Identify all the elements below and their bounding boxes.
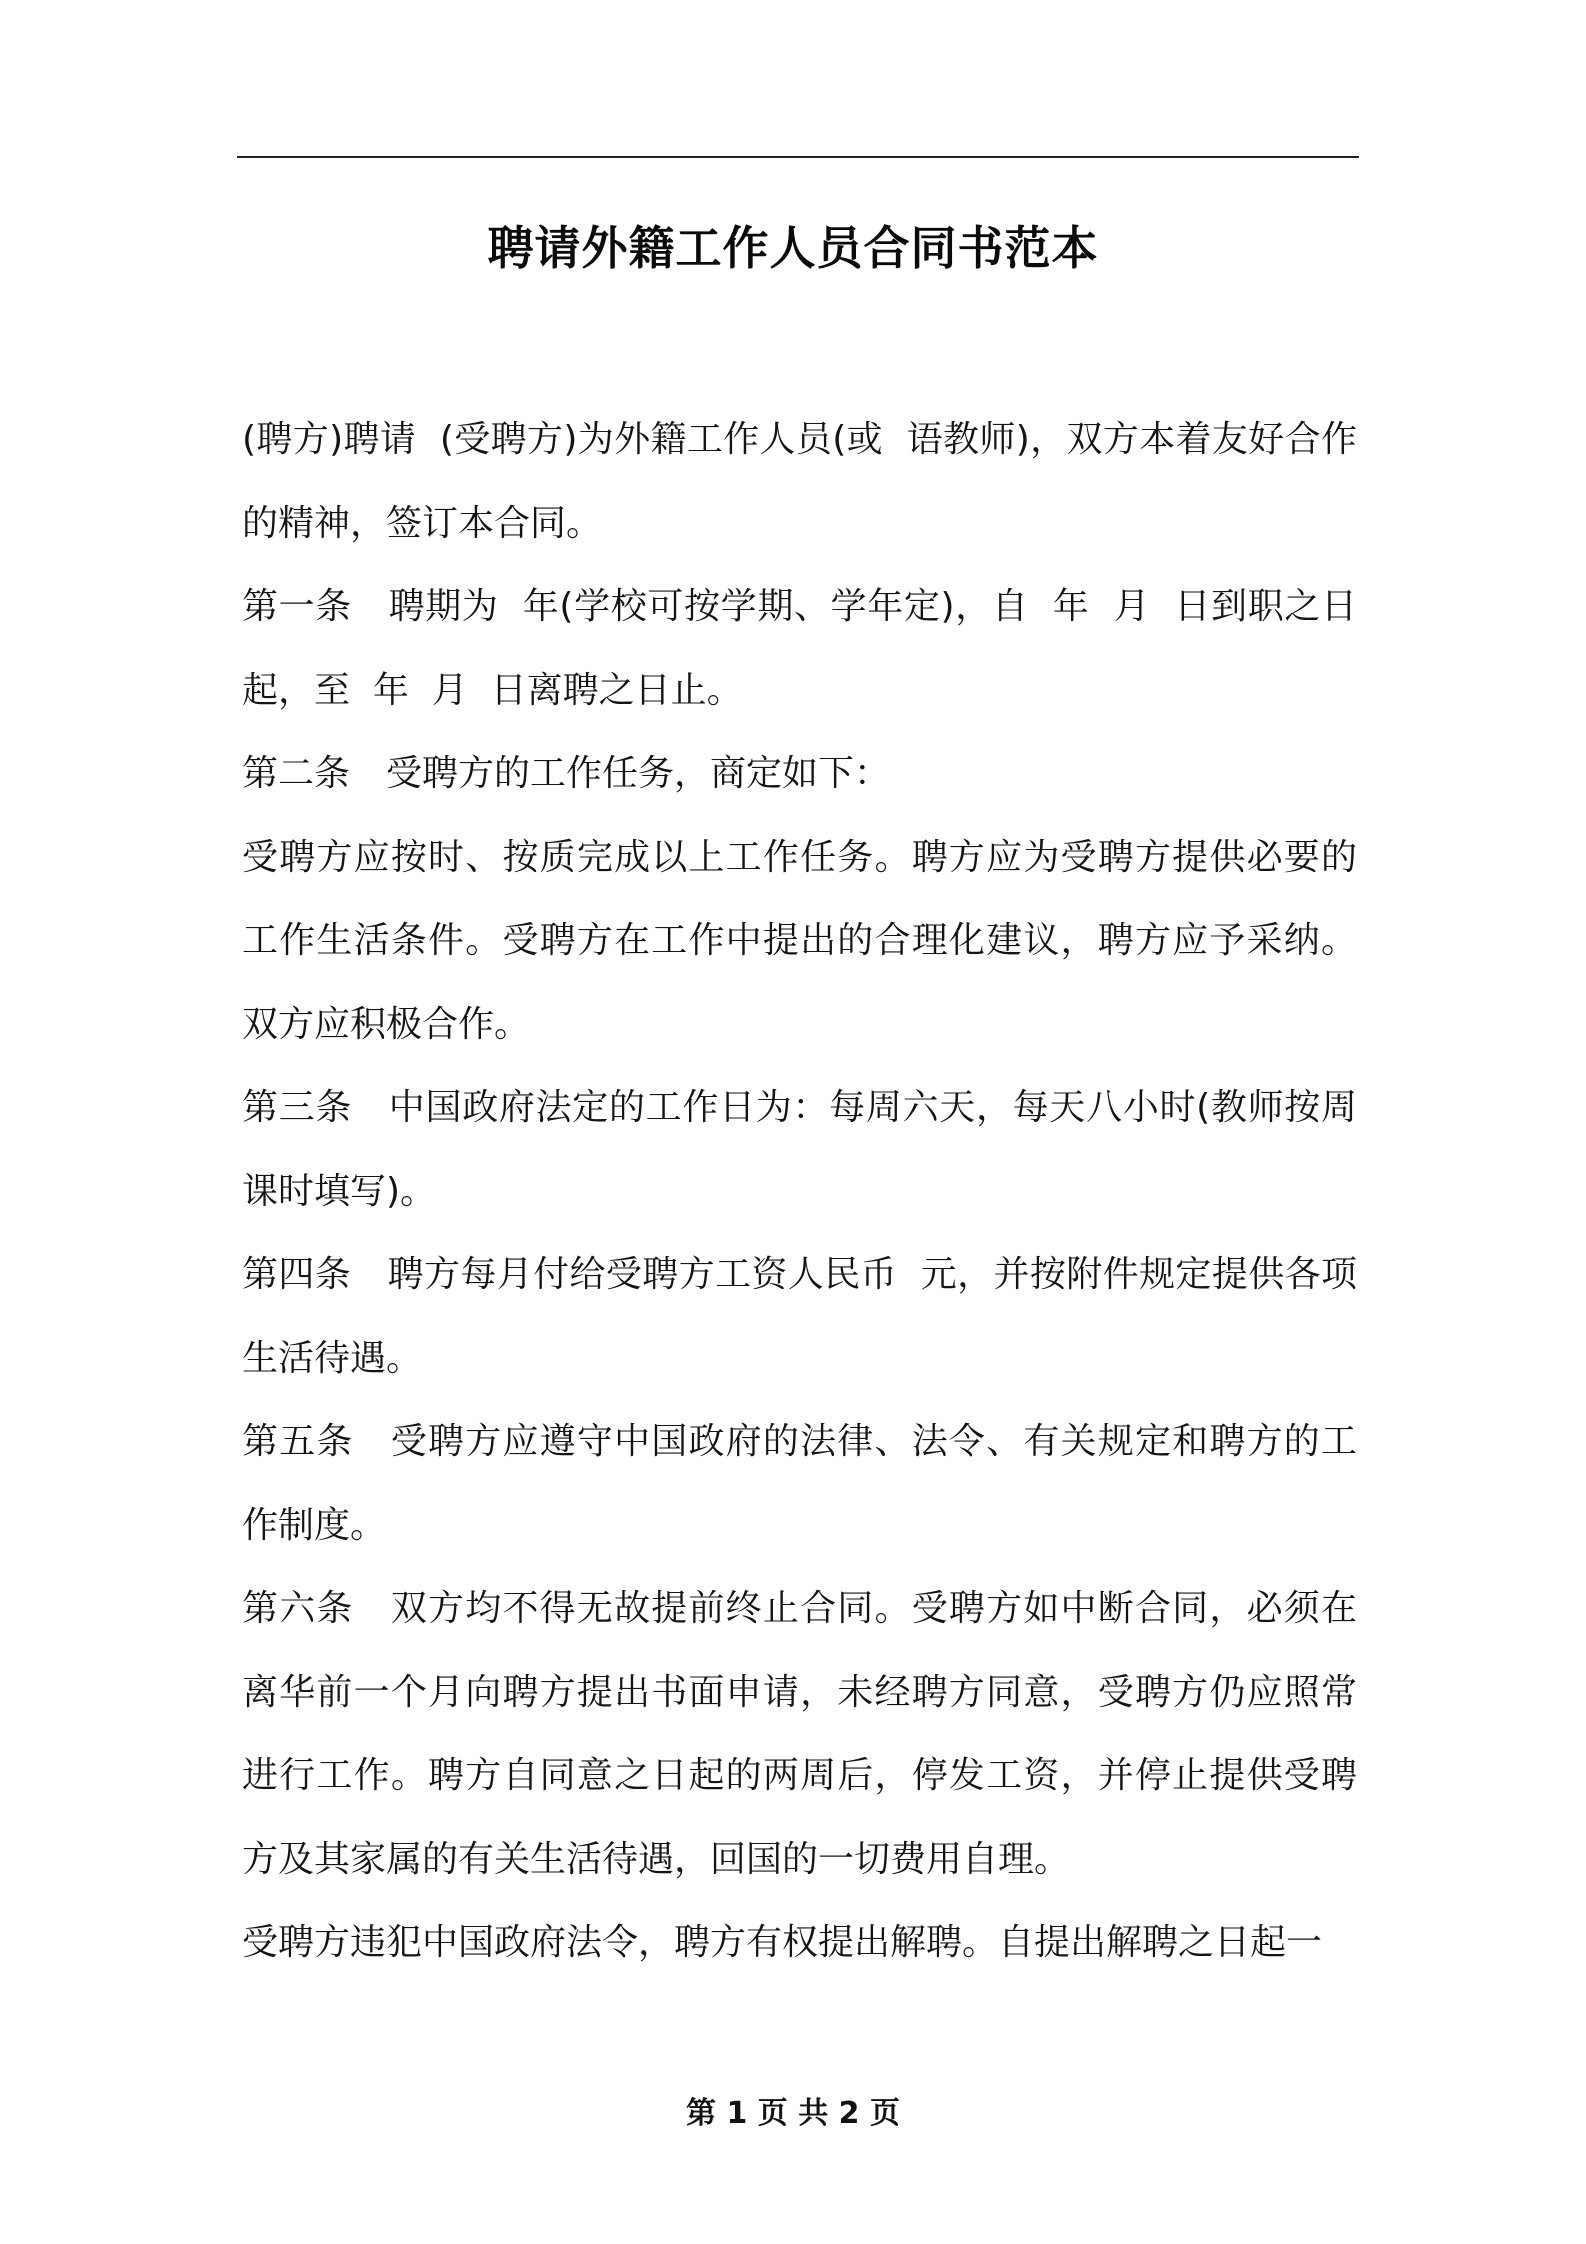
document-title: 聘请外籍工作人员合同书范本 <box>487 221 1099 275</box>
paragraph-article-1: 第一条 聘期为 年(学校可按学期、学年定)，自 年 月 日到职之日起，至 年 月 日离聘之日止。 <box>242 586 1357 711</box>
paragraph-intro: (聘方)聘请 (受聘方)为外籍工作人员(或 语教师)，双方本着友好合作的精神，签订本合同。 <box>242 419 1357 544</box>
header-divider <box>237 156 1359 158</box>
page-footer: 第 1 页 共 2 页 <box>686 2096 900 2131</box>
paragraph-article-3: 第三条 中国政府法定的工作日为：每周六天，每天八小时(教师按周课时填写)。 <box>242 1087 1357 1212</box>
paragraph-article-6: 第六条 双方均不得无故提前终止合同。受聘方如中断合同，必须在离华前一个月向聘方提出书面申请，未经聘方同意，受聘方仍应照常进行工作。聘方自同意之日起的两周后，停发工资，并停止提供受聘方及其家属的有关生活待遇，回国的一切费用自理。 <box>242 1588 1357 1880</box>
paragraph-article-5: 第五条 受聘方应遵守中国政府的法律、法令、有关规定和聘方的工作制度。 <box>242 1421 1357 1546</box>
paragraph-article-4: 第四条 聘方每月付给受聘方工资人民币 元，并按附件规定提供各项生活待遇。 <box>242 1254 1357 1379</box>
paragraph-article-6-continued: 受聘方违犯中国政府法令，聘方有权提出解聘。自提出解聘之日起一 <box>242 1922 1323 1963</box>
paragraph-article-2: 第二条 受聘方的工作任务，商定如下： <box>242 753 891 794</box>
paragraph-article-2-detail: 受聘方应按时、按质完成以上工作任务。聘方应为受聘方提供必要的工作生活条件。受聘方在工作中提出的合理化建议，聘方应予采纳。双方应积极合作。 <box>242 836 1357 1045</box>
document-body <box>242 398 1357 1985</box>
